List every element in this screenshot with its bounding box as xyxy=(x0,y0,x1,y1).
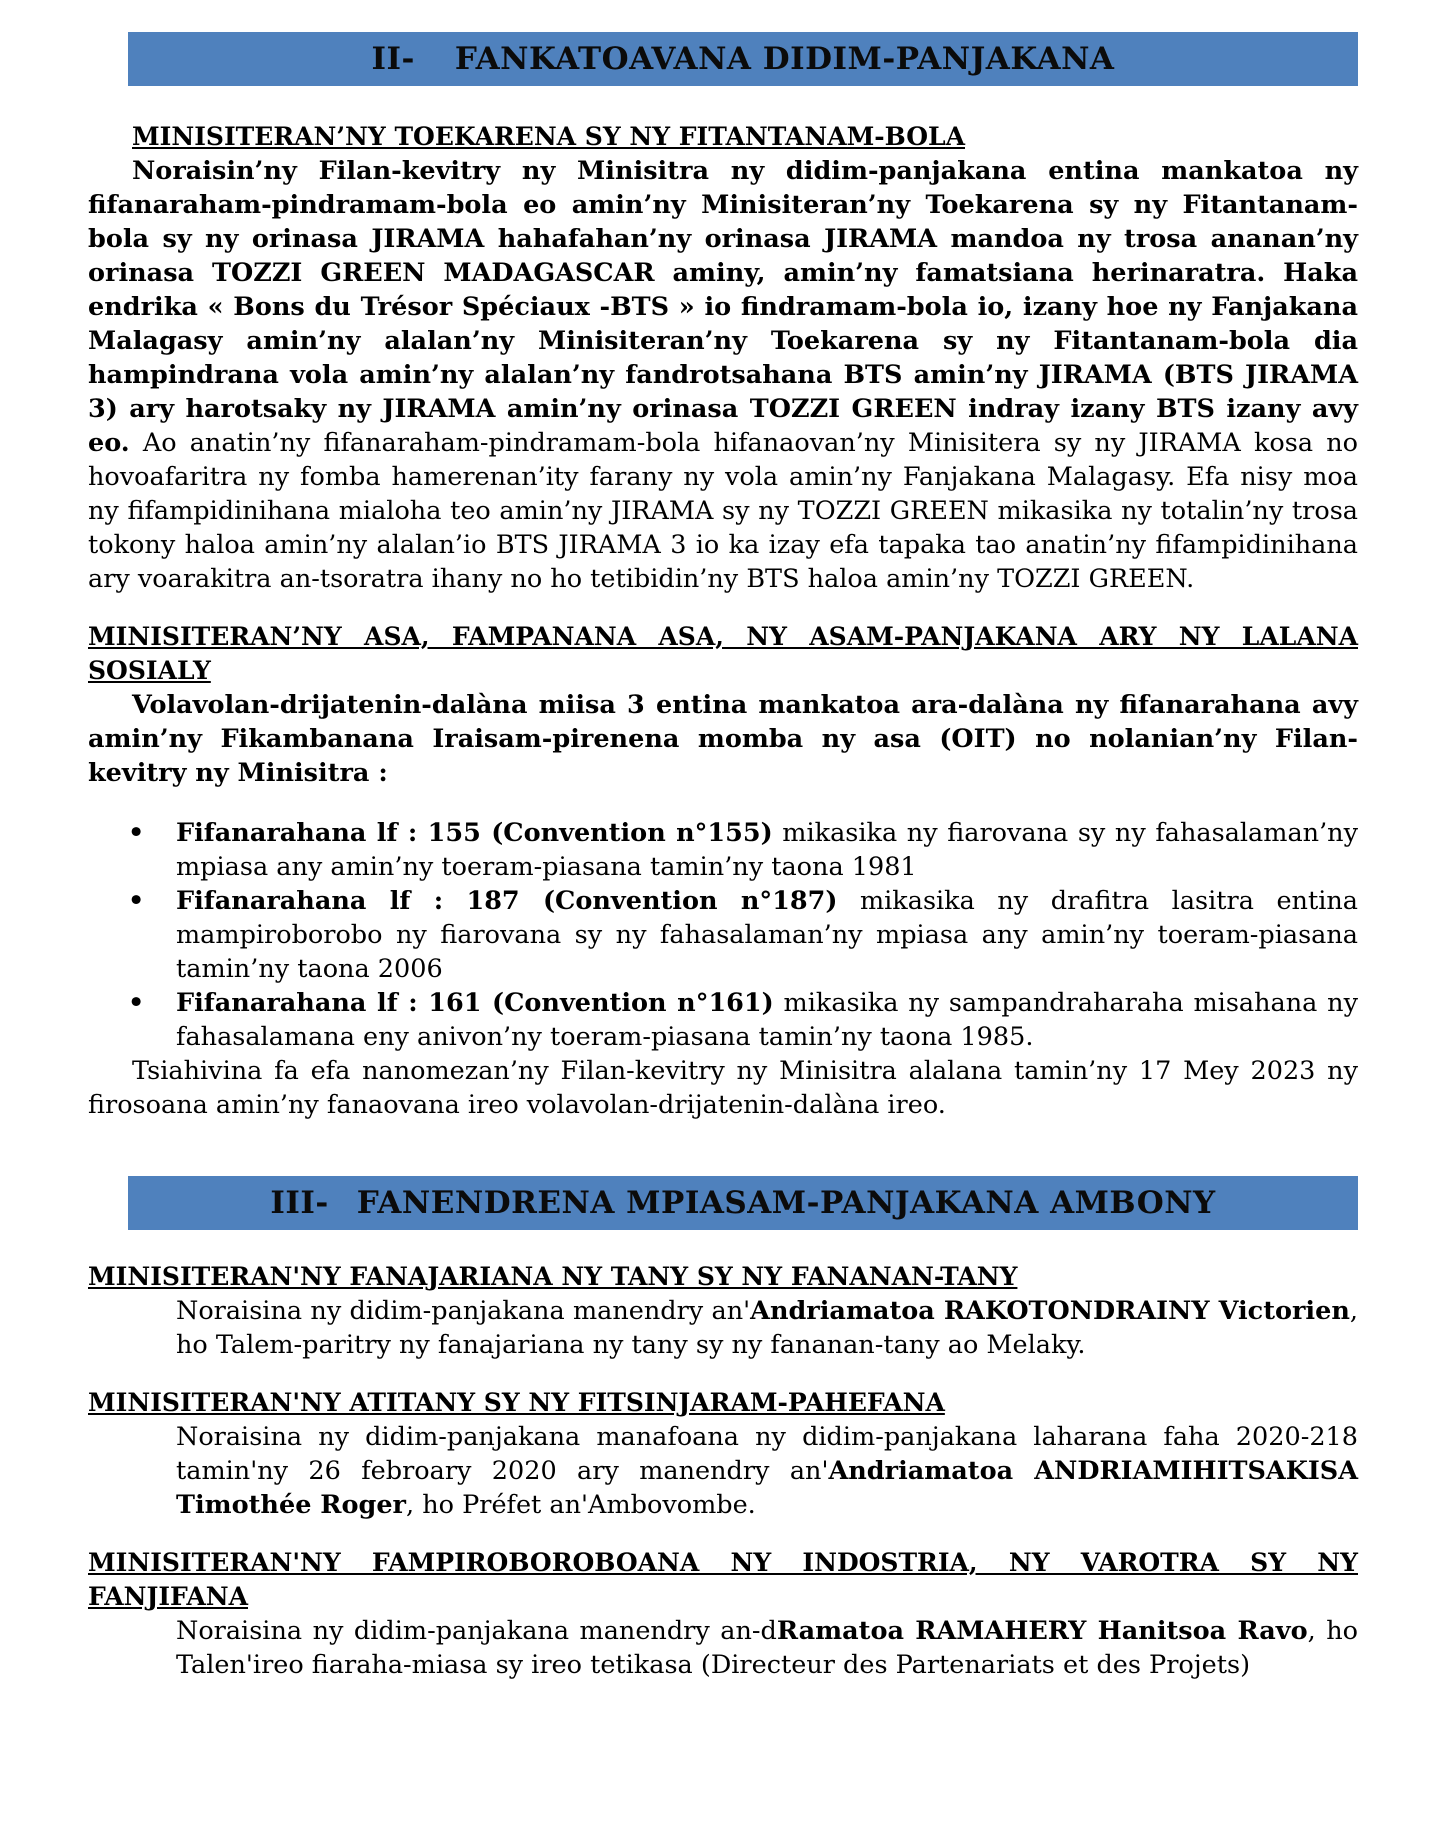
paragraph-economy xyxy=(88,154,1358,596)
bullet-icon: • xyxy=(128,886,145,916)
appointee-name: Andriamatoa ANDRIAMIHITSAKISA Timothée Roger xyxy=(176,1456,1358,1520)
ministry-heading-industry: MINISITERAN'NY FAMPIROBOROBOANA NY INDOSTRIA, NY VAROTRA SY NY FANJIFANA xyxy=(88,1548,1358,1611)
list-item xyxy=(88,884,1358,986)
bullet-icon: • xyxy=(128,818,145,848)
paragraph-labour-closing: Tsiahivina fa efa nanomezan’ny Filan-kevitry ny Minisitra alalana tamin’ny 17 Mey 2023 ny firosoana amin’ny fanaovana ireo volavolan-drijatenin-dalàna ireo. xyxy=(88,1056,1358,1120)
convention-name: Fifanarahana lf : 161 (Convention n°161) xyxy=(176,988,774,1018)
ministry-heading-economy: MINISITERAN’NY TOEKARENA SY NY FITANTANAM-BOLA xyxy=(132,122,965,151)
list-item xyxy=(88,816,1358,884)
appointee-name: Ramatoa RAMAHERY Hanitsoa Ravo xyxy=(776,1616,1308,1646)
convention-description: mikasika ny fiarovana sy ny fahasalaman’ny mpiasa any amin’ny toeram-piasana tamin’ny taona 1981 xyxy=(176,818,1359,882)
section-banner-2 xyxy=(128,32,1358,86)
convention-name: Fifanarahana lf : 187 (Convention n°187) xyxy=(176,886,838,916)
section-title: FANENDRENA MPIASAM-PANJAKANA AMBONY xyxy=(356,1185,1216,1221)
ministry-heading-labour: MINISITERAN’NY ASA, FAMPANANA ASA, NY ASAM-PANJAKANA ARY NY LALANA SOSIALY xyxy=(88,622,1358,685)
section-number: III- xyxy=(270,1185,329,1221)
ministry-heading-interior: MINISITERAN'NY ATITANY SY NY FITSINJARAM-PAHEFANA xyxy=(88,1388,945,1417)
text-part: Noraisina ny didim-panjakana manendry an-d xyxy=(176,1616,777,1646)
paragraph-land xyxy=(88,1294,1358,1362)
appointee-name: Andriamatoa RAKOTONDRAINY Victorien xyxy=(750,1296,1350,1326)
section-banner-3 xyxy=(128,1176,1358,1230)
section-title: FANKATOAVANA DIDIM-PANJAKANA xyxy=(454,41,1115,77)
paragraph-interior xyxy=(88,1420,1358,1522)
paragraph-labour-intro: Volavolan-drijatenin-dalàna miisa 3 entina mankatoa ara-dalàna ny fifanarahana avy amin’ny Fikambanana Iraisam-pirenena momba ny asa (OIT) no nolanian’ny Filan-kevitry ny Minisitra : xyxy=(88,690,1358,788)
paragraph-bold-part: Noraisin’ny Filan-kevitry ny Minisitra ny didim-panjakana entina mankatoa ny fifanaraham-pindramam-bola eo amin’ny Minisiteran’ny Toekarena sy ny Fitantanam-bola sy ny orinasa JIRAMA hahafahan’ny orinasa JIRAMA mandoa ny trosa ananan’ny orinasa TOZZI GREEN MADAGASCAR aminy, amin’ny famatsiana herinaratra. Haka endrika « Bons du Trésor Spéciaux -BTS » io findramam-bola io, izany hoe ny Fanjakana Malagasy amin’ny alalan’ny Minisiteran’ny Toekarena sy ny Fitantanam-bola dia hampindrana vola amin’ny alalan’ny fandrotsahana BTS amin’ny JIRAMA (BTS JIRAMA 3) ary harotsaky ny JIRAMA amin’ny orinasa TOZZI GREEN indray izany BTS izany avy eo. xyxy=(88,156,1358,458)
text-part: , ho Talem-paritry ny fanajariana ny tany sy ny fananan-tany ao Melaky. xyxy=(176,1296,1358,1360)
text-part: , ho Préfet an'Ambovombe. xyxy=(406,1490,756,1520)
paragraph-normal-part: Ao anatin’ny fifanaraham-pindramam-bola hifanaovan’ny Minisitera sy ny JIRAMA kosa no hovoafaritra ny fomba hamerenan’ity farany ny vola amin’ny Fanjakana Malagasy. Efa nisy moa ny fifampidinihana mialoha teo amin’ny JIRAMA sy ny TOZZI GREEN mikasika ny totalin’ny trosa tokony haloa amin’ny alalan’io BTS JIRAMA 3 io ka izay efa tapaka tao anatin’ny fifampidinihana ary voarakitra an-tsoratra ihany no ho tetibidin’ny BTS haloa amin’ny TOZZI GREEN. xyxy=(88,428,1358,594)
convention-description: mikasika ny sampandraharaha misahana ny fahasalamana eny anivon’ny toeram-piasana tamin’ny taona 1985. xyxy=(176,988,1358,1052)
convention-name: Fifanarahana lf : 155 (Convention n°155) xyxy=(176,818,773,848)
convention-list xyxy=(88,816,1358,1054)
convention-description: mikasika ny drafitra lasitra entina mampiroborobo ny fiarovana sy ny fahasalaman’ny mpiasa any amin’ny toeram-piasana tamin’ny taona 2006 xyxy=(176,886,1358,984)
bullet-icon: • xyxy=(128,988,145,1018)
paragraph-industry xyxy=(88,1614,1358,1682)
document-page xyxy=(88,32,1358,1682)
text-part: , ho Talen'ireo fiaraha-miasa sy ireo tetikasa (Directeur des Partenariats et des Projets) xyxy=(176,1616,1358,1680)
text-part: Noraisina ny didim-panjakana manafoana ny didim-panjakana laharana faha 2020-218 tamin'ny 26 febroary 2020 ary manendry an' xyxy=(176,1422,1358,1486)
ministry-heading-land: MINISITERAN'NY FANAJARIANA NY TANY SY NY FANANAN-TANY xyxy=(88,1262,1018,1291)
section-number: II- xyxy=(371,41,415,77)
list-item xyxy=(88,986,1358,1054)
text-part: Noraisina ny didim-panjakana manendry an' xyxy=(176,1296,751,1326)
